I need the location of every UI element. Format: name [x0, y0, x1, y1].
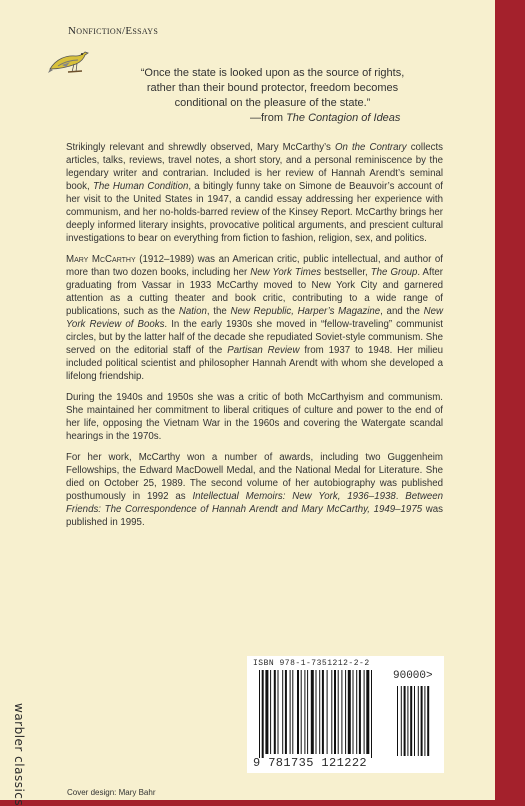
author-bio-paragraph: Mary McCarthy (1912–1989) was an American critic, public intellectual, and author of more than two dozen books, including her New York Times bestseller, The Group. After graduating from Vassar in 1933 McCarthy moved to New York City and garnered attention as a cutting theater and book critic, contributing to a wide range of publications, such as the Nation, the New Republic, Harper’s Magazine, and the New York Review of Books. In the early 1930s she moved in “fellow-traveling” communist circles, but by the latter half of the decade she repudiated Soviet-style communism. She served on the editorial staff of the Partisan Review from 1937 to 1948. Her milieu included political scientist and philosopher Hannah Arendt with whom she developed a lifelong friendship.	[66, 254, 443, 382]
quote-line: “Once the state is looked upon as the source of rights,	[140, 67, 405, 79]
author-bio-paragraph: During the 1940s and 1950s she was a critic of both McCarthyism and communism. She maintained her commitment to liberal critiques of culture and power to the end of her life, opposing the Vietnam War in the 1960s and covering the Watergate scandal hearings in the 1970s.	[66, 392, 443, 442]
author-bio-paragraph: For her work, McCarthy won a number of awards, including two Guggenheim Fellowships, the Edward MacDowell Medal, and the National Medal for Literature. She died on October 25, 1989. The second volume of her autobiography was published posthumously in 1992 as Intellectual Memoirs: New York, 1936–1938. Between Friends: The Correspondence of Hannah Arendt and Mary McCarthy, 1949–1975 was published in 1995.	[66, 452, 443, 528]
barcode-digits: 9 781735 121222	[253, 756, 368, 770]
cover-design-credit: Cover design: Mary Bahr	[67, 788, 156, 797]
publisher-logo-text: warbler classics	[12, 703, 26, 806]
warbler-bird-icon	[48, 45, 90, 79]
quote-line: conditional on the pleasure of the state.”	[174, 97, 371, 109]
isbn-label: ISBN 978-1-7351212-2-2	[253, 659, 370, 668]
description-paragraph: Strikingly relevant and shrewdly observed, Mary McCarthy’s On the Contrary collects articles, talks, reviews, travel notes, a short story, and a personal reminiscence by the legendary writer and contrarian. Included is her review of Hannah Arendt’s seminal book, The Human Condition, a bitingly funny take on Simone de Beauvoir’s account of her visit to the United States in 1947, a candid essay addressing her experience with communism, and her no-holds-barred review of the Kinsey Report. McCarthy brings her deeply informed literary insights, provocative political arguments, and prescient cultural investigations to bear on everything from fiction to fashion, religion, sex, and politics.	[66, 142, 443, 244]
red-border-strip	[495, 0, 525, 800]
price-code-label: 90000>	[393, 670, 433, 682]
quote-attribution: —from The Contagion of Ideas	[250, 112, 401, 124]
category-label: Nonfiction/Essays	[68, 25, 159, 37]
barcode-panel	[247, 656, 444, 773]
description-body	[66, 141, 443, 537]
quote-line: rather than their bound protector, freedom becomes	[146, 82, 399, 94]
pull-quote	[100, 66, 445, 126]
